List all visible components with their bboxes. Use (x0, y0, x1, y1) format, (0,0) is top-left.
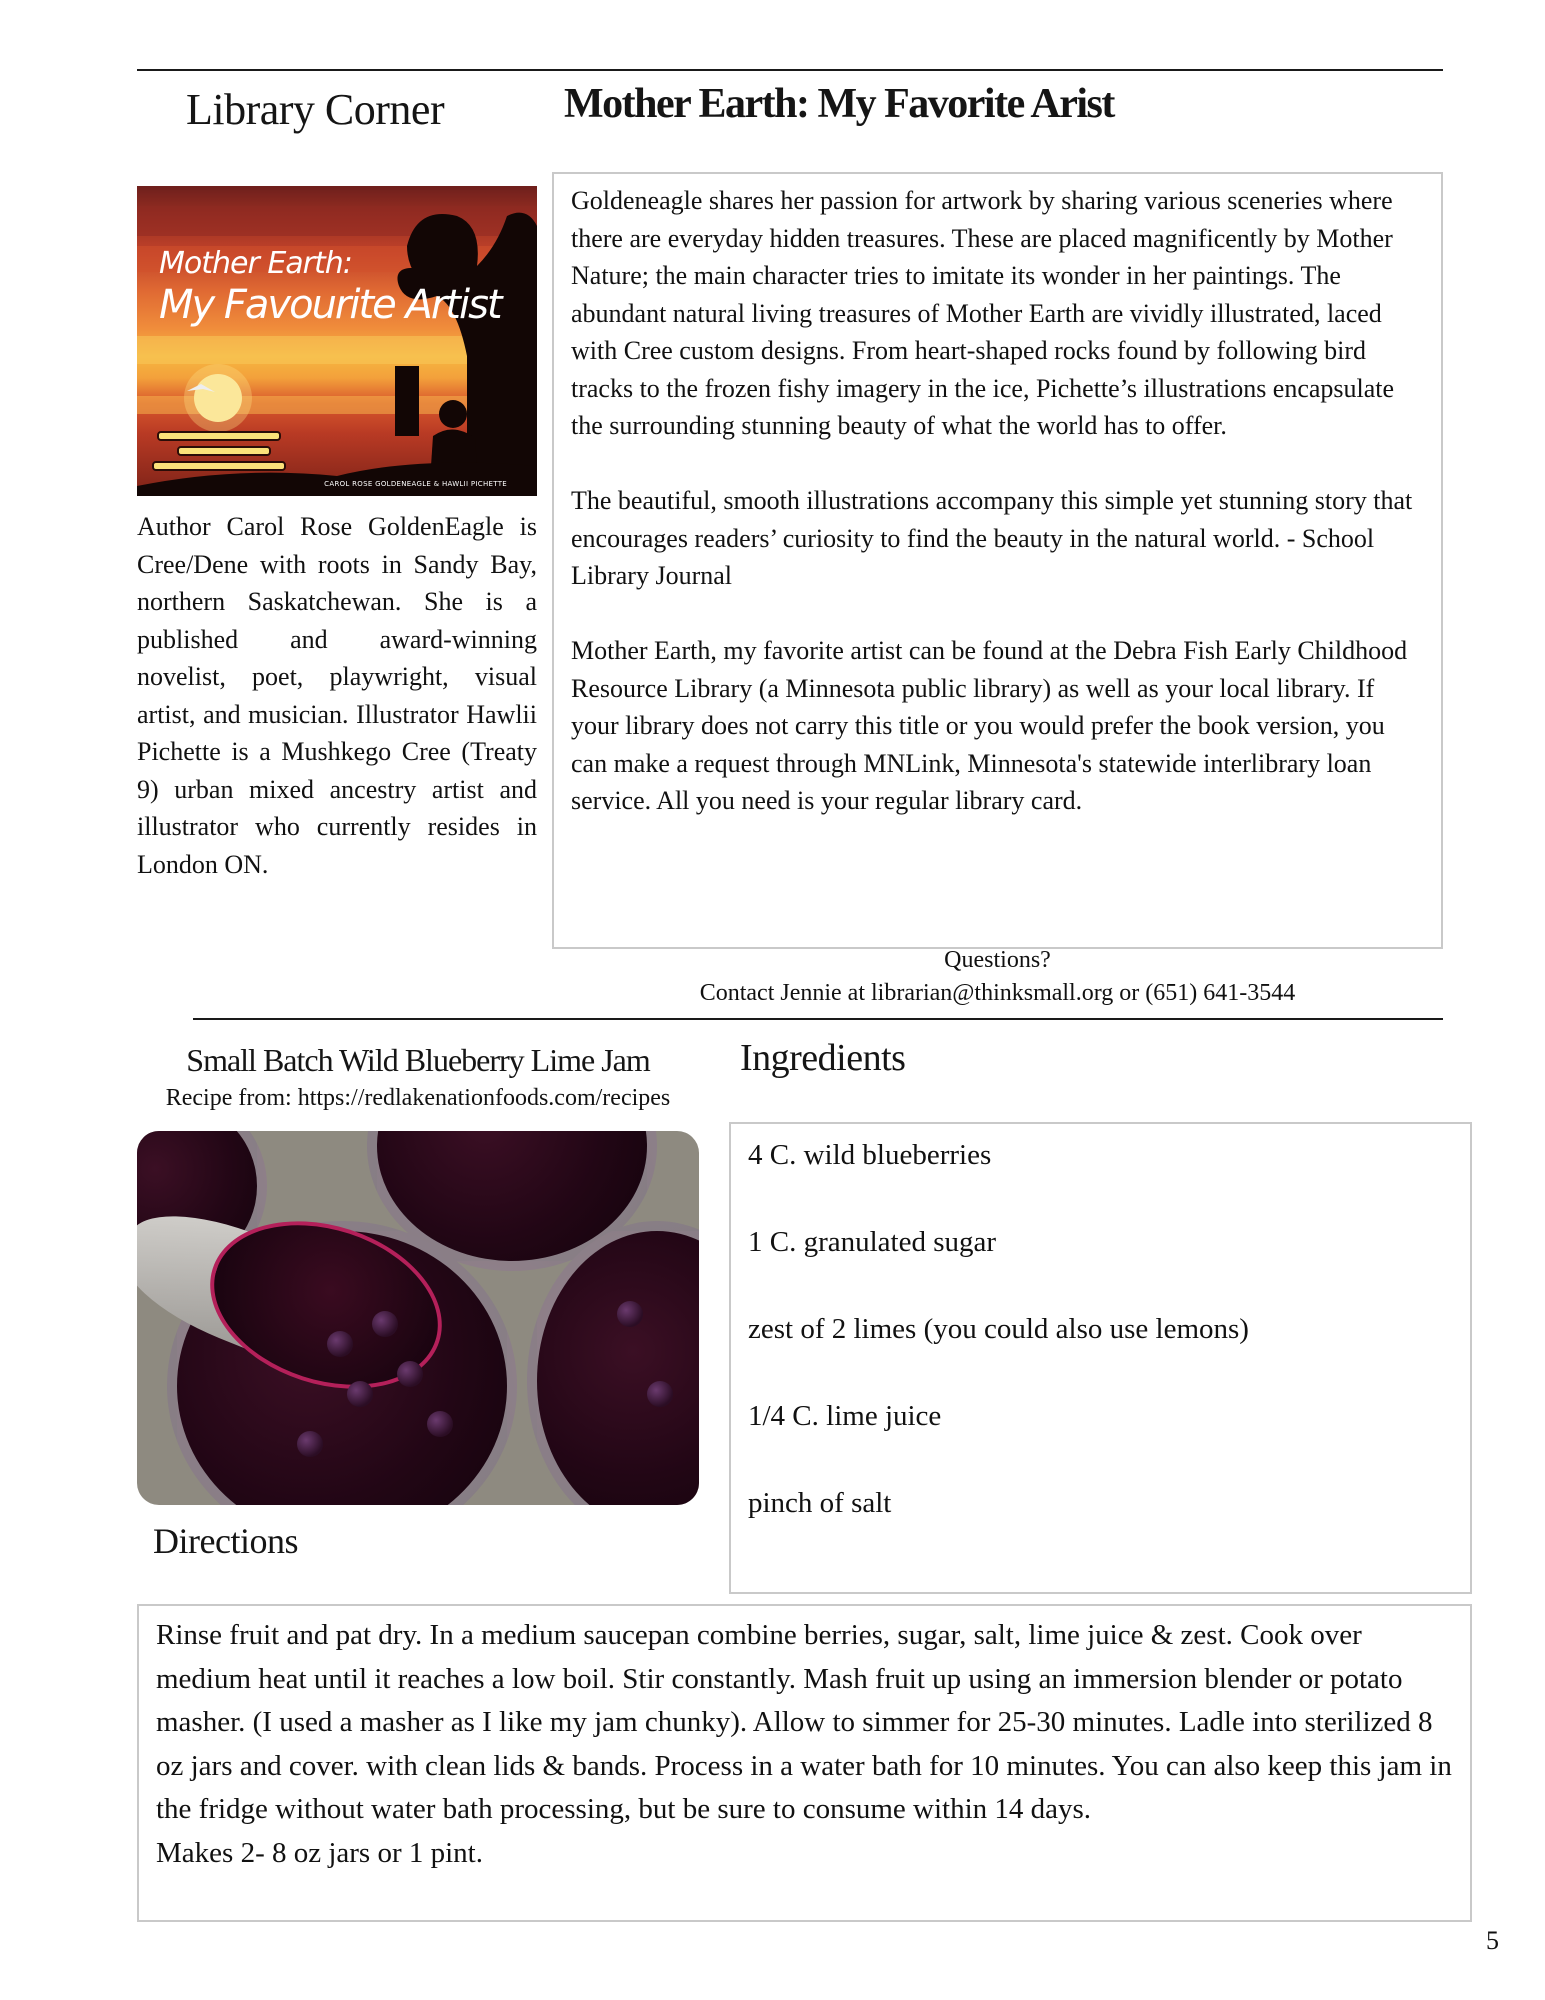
recipe-title: Small Batch Wild Blueberry Lime Jam (186, 1042, 650, 1078)
contact-line[interactable]: Contact Jennie at librarian@thinksmall.org or (651) 641-3544 (699, 980, 1296, 1006)
directions-text: Rinse fruit and pat dry. In a medium saucepan combine berries, sugar, salt, lime juice & zest. Cook over medium heat until it reaches a low boil. Stir constantly. Mash fruit up using an immersion blender or potato masher. (I used a masher as I like my jam chunky). Allow to simmer for 25-30 minutes. Ladle into sterilized 8 oz jars and cover. with clean lids & bands. Process in a water bath for 10 minutes. You can also keep this jam in the fridge without water bath processing, but be sure to consume within 14 days. (156, 1619, 1452, 1825)
cover-title-line1: Mother Earth: (159, 246, 352, 281)
artist-silhouette-icon (137, 186, 537, 496)
book-cover-image (137, 186, 537, 496)
review-paragraph: Goldeneagle shares her passion for artwork by sharing various sceneries where there are everyday hidden treasures. These are placed magnificently by Mother Nature; the main character tries to imitate its wonder in her paintings. The abundant natural living treasures of Mother Earth are vividly illustrated, laced with Cree custom designs. From heart-shaped rocks found by following bird tracks to the frozen fishy imagery in the ice, Pichette’s illustrations encapsulate the surrounding stunning beauty of what the world has to offer. (571, 186, 1395, 440)
ingredient-item: zest of 2 limes (you could also use lemons) (748, 1313, 1249, 1345)
ingredient-item: 1/4 C. lime juice (748, 1400, 942, 1432)
recipe-divider (193, 1018, 1443, 1020)
ingredients-box (729, 1122, 1472, 1594)
book-review-box (552, 172, 1443, 949)
ingredient-item: pinch of salt (748, 1487, 892, 1519)
recipe-source[interactable]: Recipe from: https://redlakenationfoods.com/recipes (165, 1085, 671, 1111)
book-title-heading: Mother Earth: My Favorite Arist (564, 81, 1114, 127)
blueberry-jam-photo (137, 1131, 699, 1505)
author-bio: Author Carol Rose GoldenEagle is Cree/Dene with roots in Sandy Bay, northern Saskatchewan. She is a published and award-winning novelist, poet, playwright, visual artist, and musician. Illustrator Hawlii Pichette is a Mushkego Cree (Treaty 9) urban mixed ancestry artist and illustrator who currently resides in London ON. (137, 512, 537, 879)
review-paragraph: Mother Earth, my favorite artist can be found at the Debra Fish Early Childhood Resource Library (a Minnesota public library) as well as your local library. If your library does not carry this title or you would prefer the book version, you can make a request through MNLink, Minnesota's statewide interlibrary loan service. All you need is your regular library card. (571, 636, 1408, 815)
ingredients-heading: Ingredients (740, 1037, 906, 1079)
cover-credit: CAROL ROSE GOLDENEAGLE & HAWLII PICHETTE (324, 480, 507, 488)
section-title-library-corner: Library Corner (186, 85, 445, 134)
directions-box (137, 1604, 1472, 1922)
ingredients-list (748, 1134, 1452, 1526)
ingredient-item: 1 C. granulated sugar (748, 1226, 997, 1258)
directions-yield: Makes 2- 8 oz jars or 1 pint. (156, 1836, 483, 1869)
review-paragraph: The beautiful, smooth illustrations accompany this simple yet stunning story that encourages readers’ curiosity to find the beauty in the natural world. - School Library Journal (571, 486, 1413, 590)
cover-title-line2: My Favourite Artist (159, 282, 501, 328)
directions-heading: Directions (153, 1521, 298, 1561)
ingredient-item: 4 C. wild blueberries (748, 1139, 992, 1171)
contact-question: Questions? (944, 947, 1051, 973)
page-number: 5 (1486, 1926, 1499, 1955)
top-divider (137, 69, 1443, 71)
contact-block (552, 944, 1443, 1010)
